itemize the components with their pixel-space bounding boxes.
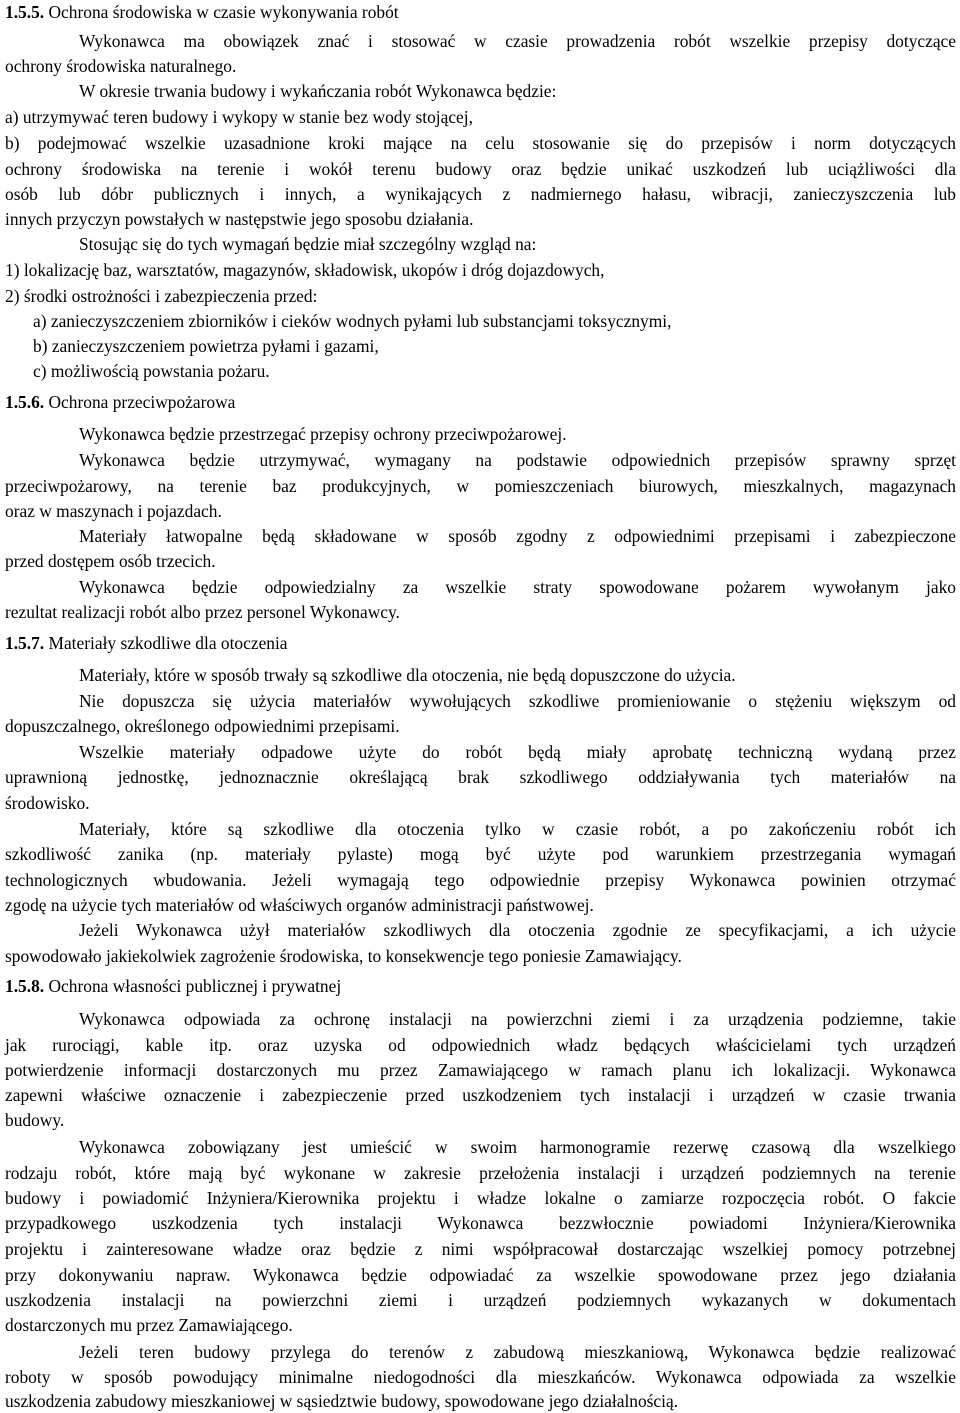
list-item: a) zanieczyszczeniem zbiorników i cieków wodnych pyłami lub substancjami toksycznymi, xyxy=(33,311,672,331)
heading-title: Materiały szkodliwe dla otoczenia xyxy=(48,633,288,653)
text-line: jak rurociągi, kable itp. oraz uzyska od odpowiednich władz będących właścicielami tych urządzeń xyxy=(5,1035,956,1055)
section-heading-1-5-7 xyxy=(5,631,956,655)
text-line: dopuszczalnego, określonego odpowiednimi przepisami. xyxy=(5,716,400,736)
heading-number: 1.5.6. xyxy=(5,392,45,412)
text-line: rezultat realizacji robót albo przez personel Wykonawcy. xyxy=(5,602,400,622)
text-line: przypadkowego uszkodzenia tych instalacji Wykonawca bezzwłocznie powiadomi Inżyniera/Kierownika xyxy=(5,1213,956,1233)
text-line: zapewni właściwe oznaczenie i zabezpieczenie przed uszkodzeniem tych instalacji i urządzeń w czasie trwania xyxy=(5,1085,956,1105)
text-line: Wykonawca zobowiązany jest umieścić w swoim harmonogramie rezerwę czasową dla wszelkiego xyxy=(79,1137,956,1157)
text-line: Materiały łatwopalne będą składowane w sposób zgodny z odpowiednimi przepisami i zabezpieczone xyxy=(79,526,956,546)
text-line: innych przyczyn powstałych w następstwie jego sposobu działania. xyxy=(5,209,474,229)
list-item: a) utrzymywać teren budowy i wykopy w stanie bez wody stojącej, xyxy=(5,107,473,127)
text-line: uprawnioną jednostkę, jednoznacznie określającą brak szkodliwego oddziaływania tych materiałów na xyxy=(5,767,956,787)
heading-title: Ochrona środowiska w czasie wykonywania robót xyxy=(48,2,399,22)
list-item: b) podejmować wszelkie uzasadnione kroki mające na celu stosowanie się do przepisów i norm dotyczących xyxy=(5,133,956,153)
text-line: Stosując się do tych wymagań będzie miał szczególny wzgląd na: xyxy=(79,234,537,254)
text-line: oraz w maszynach i pojazdach. xyxy=(5,501,222,521)
heading-number: 1.5.5. xyxy=(5,2,45,22)
text-line: szkodliwość zanika (np. materiały pylaste) mogą być użyte pod warunkiem przestrzegania wymagań xyxy=(5,844,956,864)
text-line: roboty w sposób powodujący minimalne niedogodności dla mieszkańców. Wykonawca odpowiada za wszelkie xyxy=(5,1367,956,1387)
text-line: środowisko. xyxy=(5,793,90,813)
text-line: Wszelkie materiały odpadowe użyte do robót będą miały aprobatę techniczną wydaną przez xyxy=(79,742,956,762)
list-item: b) zanieczyszczeniem powietrza pyłami i gazami, xyxy=(33,336,379,356)
text-line: Wykonawca będzie utrzymywać, wymagany na podstawie odpowiednich przepisów sprawny sprzęt xyxy=(79,450,956,470)
text-line: Jeżeli Wykonawca użył materiałów szkodliwych dla otoczenia zgodnie ze specyfikacjami, a ich użycie xyxy=(79,920,956,940)
text-line: Wykonawca będzie odpowiedzialny za wszelkie straty spowodowane pożarem wywołanym jako xyxy=(79,577,956,597)
heading-number: 1.5.8. xyxy=(5,976,45,996)
text-line: Wykonawca będzie przestrzegać przepisy ochrony przeciwpożarowej. xyxy=(79,424,567,444)
text-line: budowy i powiadomić Inżyniera/Kierownika projektu i władze lokalne o zamiarze rozpoczęcia robót. O fakcie xyxy=(5,1188,956,1208)
text-line: osób lub dóbr publicznych i innych, a wynikających z nadmiernego hałasu, wibracji, zanieczyszczenia lub xyxy=(5,184,956,204)
text-line: rodzaju robót, które mają być wykonane w zakresie przełożenia instalacji i urządzeń podziemnych na terenie xyxy=(5,1163,956,1183)
text-line: przeciwpożarowy, na terenie baz produkcyjnych, w pomieszczeniach biurowych, mieszkalnych, magazynach xyxy=(5,476,956,496)
list-item: 2) środki ostrożności i zabezpieczenia przed: xyxy=(5,286,318,306)
text-line: potwierdzenie informacji dostarczonych mu przez Zamawiającego w ramach planu ich lokalizacji. Wykonawca xyxy=(5,1060,956,1080)
heading-title: Ochrona przeciwpożarowa xyxy=(48,392,236,412)
text-line: Materiały, które są szkodliwe dla otoczenia tylko w czasie robót, a po zakończeniu robót ich xyxy=(79,819,956,839)
section-heading-1-5-5 xyxy=(5,0,956,24)
text-line: W okresie trwania budowy i wykańczania robót Wykonawca będzie: xyxy=(79,81,557,101)
list-item: c) możliwością powstania pożaru. xyxy=(33,361,270,381)
heading-title: Ochrona własności publicznej i prywatnej xyxy=(48,976,342,996)
text-line: przed dostępem osób trzecich. xyxy=(5,551,216,571)
section-heading-1-5-8 xyxy=(5,974,956,998)
heading-number: 1.5.7. xyxy=(5,633,45,653)
text-line: Materiały, które w sposób trwały są szkodliwe dla otoczenia, nie będą dopuszczone do użycia. xyxy=(79,665,736,685)
list-item: 1) lokalizację baz, warsztatów, magazynów, składowisk, ukopów i dróg dojazdowych, xyxy=(5,260,605,280)
text-line: projektu i zainteresowane władze oraz będzie z nimi współpracował dostarczając wszelkiej pomocy potrzebnej xyxy=(5,1239,956,1259)
text-line: ochrony środowiska naturalnego. xyxy=(5,56,237,76)
text-line: uszkodzenia instalacji na powierzchni ziemi i urządzeń podziemnych wykazanych w dokumentach xyxy=(5,1290,956,1310)
text-line: Jeżeli teren budowy przylega do terenów z zabudową mieszkaniową, Wykonawca będzie realizować xyxy=(79,1342,956,1362)
text-line: spowodowało jakiekolwiek zagrożenie środowiska, to konsekwencje tego poniesie Zamawiający. xyxy=(5,946,682,966)
text-line: Wykonawca odpowiada za ochronę instalacji na powierzchni ziemi i za urządzenia podziemne, takie xyxy=(79,1009,956,1029)
text-line: budowy. xyxy=(5,1110,65,1130)
text-line: zgodę na użycie tych materiałów od właściwych organów administracji państwowej. xyxy=(5,895,594,915)
text-line: technologicznych wbudowania. Jeżeli wymagają tego odpowiednie przepisy Wykonawca powinien otrzymać xyxy=(5,870,956,890)
text-line: dostarczonych mu przez Zamawiającego. xyxy=(5,1315,293,1335)
text-line: ochrony środowiska na terenie i wokół terenu budowy oraz będzie unikać uszkodzeń lub uciążliwości dla xyxy=(5,159,956,179)
text-line: Nie dopuszcza się użycia materiałów wywołujących szkodliwe promieniowanie o stężeniu większym od xyxy=(79,691,956,711)
text-line: Wykonawca ma obowiązek znać i stosować w czasie prowadzenia robót wszelkie przepisy dotyczące xyxy=(79,31,956,51)
text-line: uszkodzenia zabudowy mieszkaniowej w sąsiedztwie budowy, spowodowane jego działalnością. xyxy=(5,1391,679,1411)
section-heading-1-5-6 xyxy=(5,390,956,414)
text-line: przy dokonywaniu napraw. Wykonawca będzie odpowiadać za wszelkie spowodowane przez jego działania xyxy=(5,1265,956,1285)
